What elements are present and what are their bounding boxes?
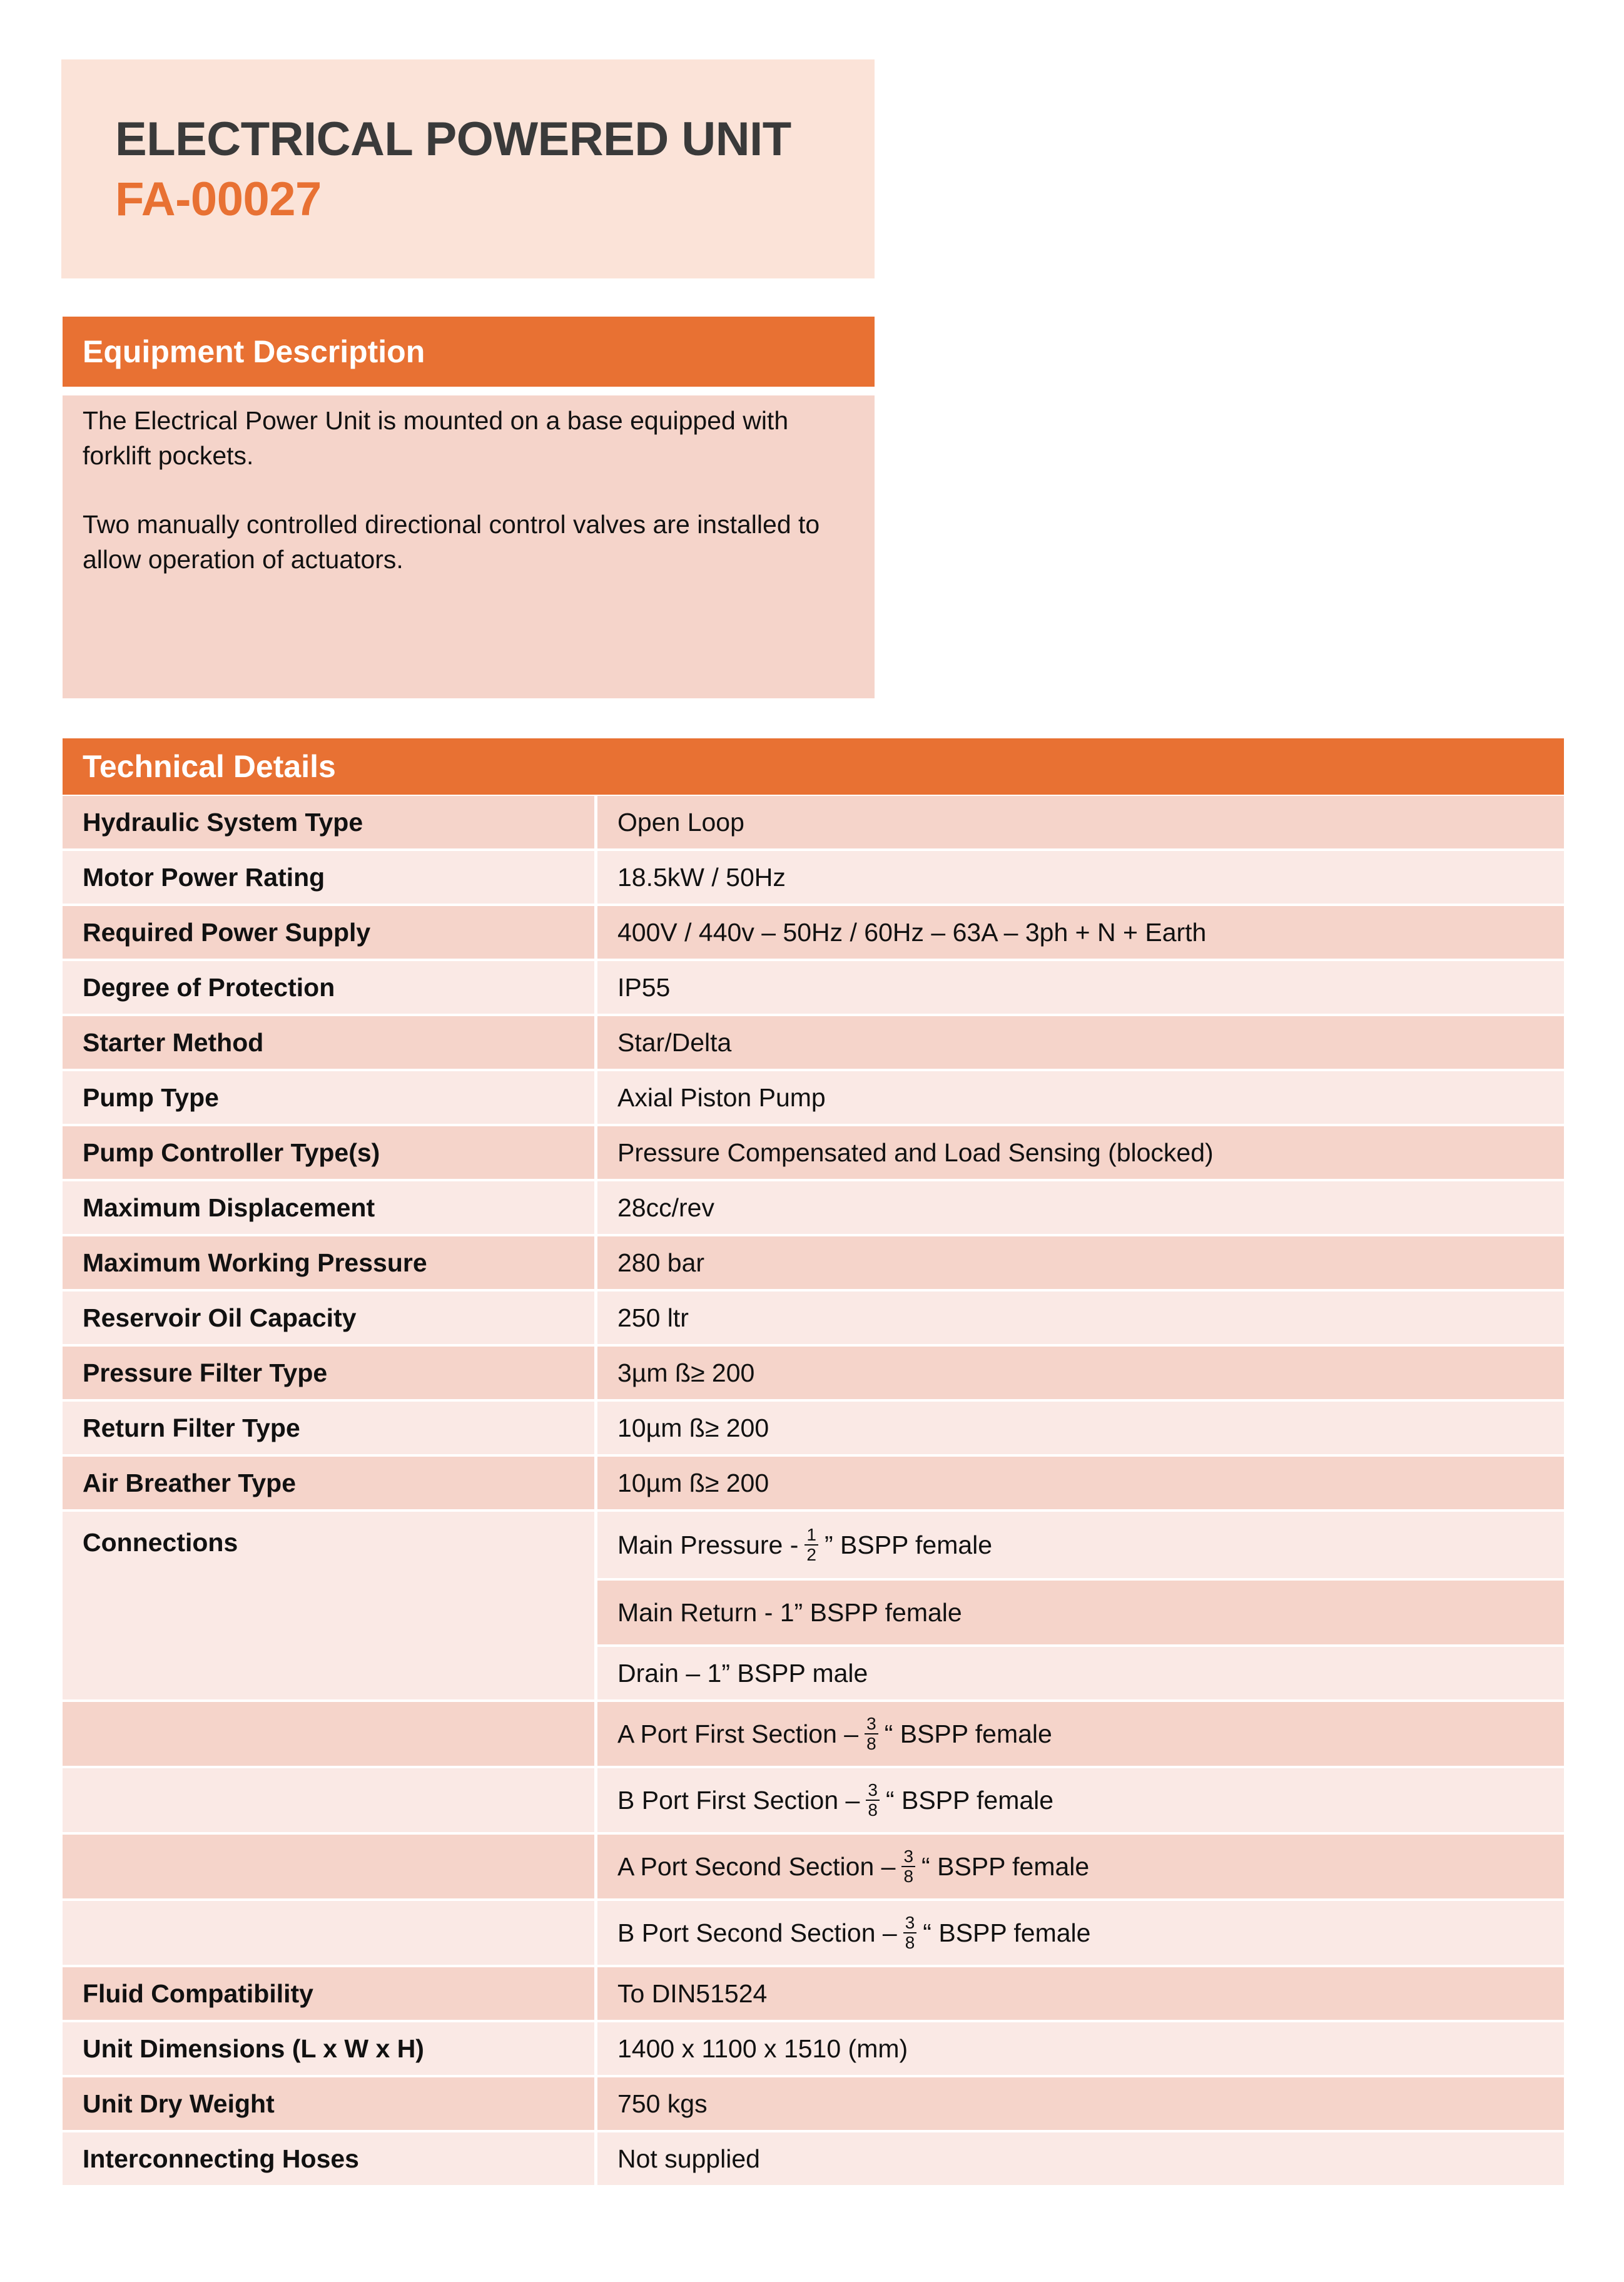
- table-row-label: Motor Power Rating: [63, 851, 594, 904]
- port-prefix: A Port Second Section –: [617, 1852, 896, 1881]
- table-row-label: Reservoir Oil Capacity: [63, 1291, 594, 1344]
- port-suffix: “ BSPP female: [884, 1719, 1052, 1748]
- table-row-value: 280 bar: [597, 1236, 1564, 1289]
- table-row-value: 250 ltr: [597, 1291, 1564, 1344]
- connection-main-pressure: Main Pressure - $\frac{1}{2}$ ” BSPP female: [597, 1512, 1564, 1578]
- table-row: [63, 1126, 1564, 1179]
- fraction: [866, 1781, 880, 1820]
- table-row-label: Interconnecting Hoses: [63, 2132, 594, 2185]
- equipment-description-header: Equipment Description: [63, 317, 875, 387]
- port-prefix: B Port First Section –: [617, 1785, 860, 1815]
- table-row: [63, 1402, 1564, 1454]
- table-row: [63, 1291, 1564, 1344]
- table-row-value: 18.5kW / 50Hz: [597, 851, 1564, 904]
- technical-details-header: Technical Details: [63, 738, 1564, 795]
- table-row-value: 3µm ß≥ 200: [597, 1347, 1564, 1399]
- fraction-denominator: 8: [866, 1734, 876, 1753]
- connection-port-value: [597, 1835, 1564, 1898]
- table-row-label: Starter Method: [63, 1016, 594, 1069]
- table-row-value: Star/Delta: [597, 1016, 1564, 1069]
- table-row-value: IP55: [597, 961, 1564, 1014]
- fraction-numerator: 3: [901, 1847, 915, 1867]
- description-paragraph: Two manually controlled directional control valves are installed to allow operation of actuators.: [83, 510, 820, 574]
- table-row-label: Return Filter Type: [63, 1402, 594, 1454]
- connection-port-value: [597, 1702, 1564, 1766]
- table-row-value: 1400 x 1100 x 1510 (mm): [597, 2022, 1564, 2075]
- table-row: [63, 1071, 1564, 1124]
- table-row-label: Hydraulic System Type: [63, 796, 594, 848]
- table-row: [63, 2077, 1564, 2130]
- table-row-label: Pump Type: [63, 1071, 594, 1124]
- table-row-value: Pressure Compensated and Load Sensing (blocked): [597, 1126, 1564, 1179]
- document-code: FA-00027: [115, 173, 322, 226]
- fraction-numerator: 3: [865, 1714, 878, 1734]
- table-row-value: 400V / 440v – 50Hz / 60Hz – 63A – 3ph + N + Earth: [597, 906, 1564, 959]
- table-row: [63, 796, 1564, 848]
- table-row-label: Maximum Displacement: [63, 1181, 594, 1234]
- table-row-value: Not supplied: [597, 2132, 1564, 2185]
- empty-label-cell: [63, 1835, 594, 1898]
- connection-drain: Drain – 1” BSPP male: [597, 1647, 1564, 1699]
- empty-label-cell: [63, 1768, 594, 1832]
- connection-port-row: [63, 1901, 1564, 1965]
- port-suffix: “ BSPP female: [923, 1918, 1091, 1947]
- table-row: [63, 1236, 1564, 1289]
- table-row: [63, 961, 1564, 1014]
- empty-label-cell: [63, 1702, 594, 1766]
- table-row-value: To DIN51524: [597, 1967, 1564, 2020]
- connection-port-row: [63, 1835, 1564, 1898]
- table-row-label: Fluid Compatibility: [63, 1967, 594, 2020]
- table-row: [63, 2132, 1564, 2185]
- port-prefix: A Port First Section –: [617, 1719, 859, 1748]
- port-suffix: “ BSPP female: [921, 1852, 1090, 1881]
- fraction-numerator: 3: [903, 1913, 917, 1933]
- table-row-value: 28cc/rev: [597, 1181, 1564, 1234]
- technical-details-table: [63, 796, 1564, 2188]
- table-row-label: Required Power Supply: [63, 906, 594, 959]
- table-row-label: Degree of Protection: [63, 961, 594, 1014]
- empty-label-cell: [63, 1901, 594, 1965]
- table-row: [63, 1967, 1564, 2020]
- table-row-value: 750 kgs: [597, 2077, 1564, 2130]
- table-row-value: Axial Piston Pump: [597, 1071, 1564, 1124]
- table-row-label: Unit Dimensions (L x W x H): [63, 2022, 594, 2075]
- connections-row: [63, 1512, 1564, 1699]
- port-prefix: B Port Second Section –: [617, 1918, 897, 1947]
- fraction-numerator: 3: [866, 1781, 880, 1801]
- table-row-value: Open Loop: [597, 796, 1564, 848]
- fraction-denominator: 8: [905, 1933, 915, 1952]
- fraction: [903, 1913, 917, 1952]
- fraction: $\frac{1}{2}$: [804, 1526, 818, 1564]
- document-title: ELECTRICAL POWERED UNIT: [115, 113, 791, 166]
- connection-port-value: [597, 1768, 1564, 1832]
- fraction-denominator: 8: [868, 1800, 878, 1820]
- table-row-label: Pressure Filter Type: [63, 1347, 594, 1399]
- table-row: [63, 851, 1564, 904]
- connection-port-row: [63, 1702, 1564, 1766]
- table-row-label: Maximum Working Pressure: [63, 1236, 594, 1289]
- port-suffix: “ BSPP female: [885, 1785, 1054, 1815]
- table-row-value: 10µm ß≥ 200: [597, 1402, 1564, 1454]
- fraction: [865, 1714, 878, 1753]
- table-row: [63, 1457, 1564, 1509]
- table-row-label: Pump Controller Type(s): [63, 1126, 594, 1179]
- equipment-description-body: [63, 395, 875, 698]
- fraction: [901, 1847, 915, 1886]
- table-row-label: Air Breather Type: [63, 1457, 594, 1509]
- table-row: [63, 1181, 1564, 1234]
- table-row-label: Connections: [63, 1512, 594, 1699]
- connection-main-return: Main Return - 1” BSPP female: [597, 1581, 1564, 1644]
- connection-port-row: [63, 1768, 1564, 1832]
- table-row: [63, 2022, 1564, 2075]
- title-block: [61, 59, 875, 278]
- table-row: [63, 1347, 1564, 1399]
- table-row: [63, 1016, 1564, 1069]
- table-row-label: Unit Dry Weight: [63, 2077, 594, 2130]
- table-row-value: 10µm ß≥ 200: [597, 1457, 1564, 1509]
- fraction-denominator: 8: [903, 1867, 914, 1886]
- table-row: [63, 906, 1564, 959]
- description-paragraph: The Electrical Power Unit is mounted on a base equipped with forklift pockets.: [83, 406, 789, 470]
- connection-port-value: [597, 1901, 1564, 1965]
